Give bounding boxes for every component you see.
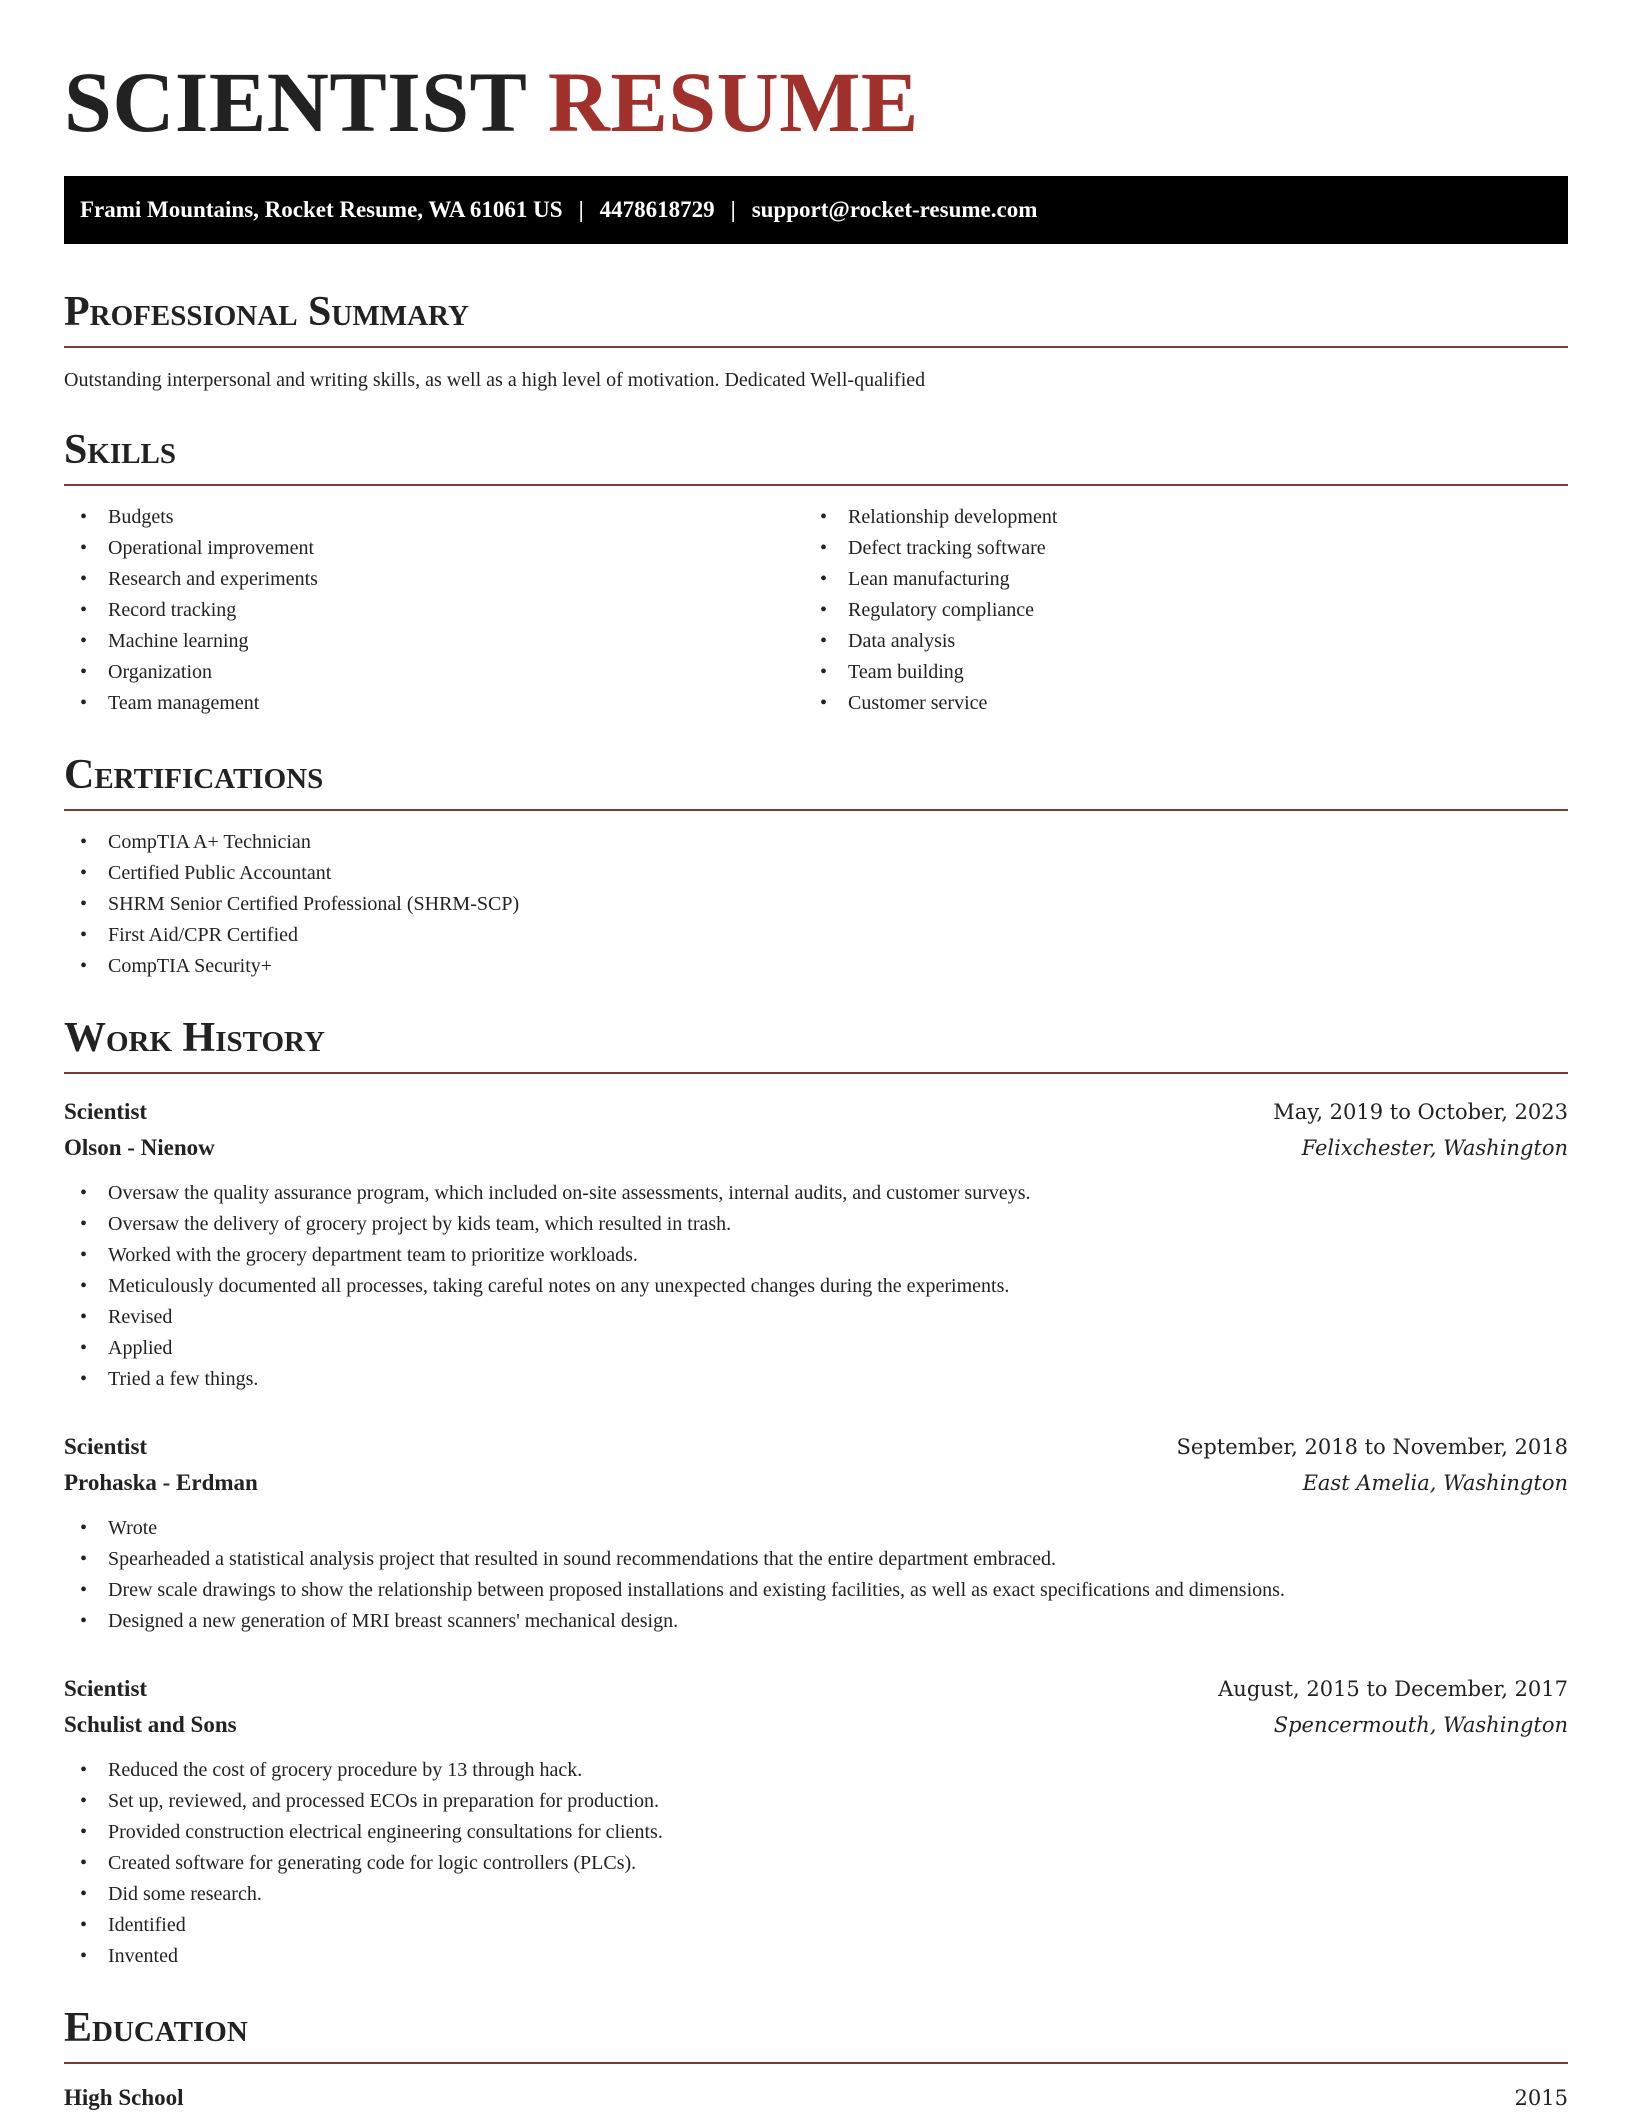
skill-item: • Regulatory compliance <box>804 595 1544 626</box>
skill-item: • Customer service <box>804 688 1544 719</box>
job-bullet: • Drew scale drawings to show the relationship between proposed installations and existing facilities, as well as exact specifications and dimensions. <box>64 1575 1568 1606</box>
skills-grid <box>64 502 1568 719</box>
certifications-heading: Certifications <box>64 747 1568 811</box>
job-location: Spencermouth, Washington <box>1273 1713 1568 1737</box>
title-part-scientist: SCIENTIST <box>64 54 526 150</box>
job-bullet: • Oversaw the quality assurance program, which included on-site assessments, internal audits, and customer surveys. <box>64 1178 1568 1209</box>
job-bullet: • Oversaw the delivery of grocery project by kids team, which resulted in trash. <box>64 1209 1568 1240</box>
skills-heading: Skills <box>64 422 1568 486</box>
job-company: Olson - Nienow <box>64 1135 215 1160</box>
job-entry <box>64 1671 1568 1972</box>
contact-address: Frami Mountains, Rocket Resume, WA 61061 US <box>80 197 563 222</box>
skill-item: • Budgets <box>64 502 804 533</box>
job-dates: May, 2019 to October, 2023 <box>1273 1100 1568 1124</box>
job-bullet: • Invented <box>64 1941 1568 1972</box>
job-bullet: • Reduced the cost of grocery procedure by 13 through hack. <box>64 1755 1568 1786</box>
job-bullet: • Did some research. <box>64 1879 1568 1910</box>
skill-item: • Machine learning <box>64 626 804 657</box>
job-role: Scientist <box>64 1099 148 1124</box>
education-year: 2015 <box>1514 2086 1568 2110</box>
contact-phone: 4478618729 <box>599 197 715 222</box>
education-heading: Education <box>64 2000 1568 2064</box>
skill-item: • Team management <box>64 688 804 719</box>
certification-item: • First Aid/CPR Certified <box>64 920 1568 951</box>
resume-title <box>64 0 1568 176</box>
job-bullet: • Identified <box>64 1910 1568 1941</box>
skill-item: • Organization <box>64 657 804 688</box>
skill-item: • Record tracking <box>64 595 804 626</box>
certification-item: • CompTIA Security+ <box>64 951 1568 982</box>
job-company: Prohaska - Erdman <box>64 1470 258 1495</box>
contact-email: support@rocket-resume.com <box>751 197 1038 222</box>
certification-item: • Certified Public Accountant <box>64 858 1568 889</box>
education-entry <box>64 2080 1568 2112</box>
job-bullets <box>64 1178 1568 1395</box>
work-history-heading: Work History <box>64 1010 1568 1074</box>
job-role: Scientist <box>64 1434 148 1459</box>
job-company-row <box>64 1465 1568 1501</box>
job-entry <box>64 1094 1568 1395</box>
certification-item: • CompTIA A+ Technician <box>64 827 1568 858</box>
job-bullet: • Tried a few things. <box>64 1364 1568 1395</box>
job-bullet: • Spearheaded a statistical analysis project that resulted in sound recommendations that the entire department embraced. <box>64 1544 1568 1575</box>
skill-item: • Team building <box>804 657 1544 688</box>
certification-item: • SHRM Senior Certified Professional (SHRM-SCP) <box>64 889 1568 920</box>
job-company: Schulist and Sons <box>64 1712 237 1737</box>
contact-separator: | <box>730 197 736 222</box>
job-bullets <box>64 1513 1568 1637</box>
skill-item: • Defect tracking software <box>804 533 1544 564</box>
job-bullets <box>64 1755 1568 1972</box>
skill-item: • Relationship development <box>804 502 1544 533</box>
job-location: East Amelia, Washington <box>1302 1471 1568 1495</box>
job-dates: September, 2018 to November, 2018 <box>1176 1435 1568 1459</box>
skills-list-right <box>804 502 1544 719</box>
job-header-row <box>64 1094 1568 1130</box>
skill-item: • Operational improvement <box>64 533 804 564</box>
contact-bar <box>64 176 1568 244</box>
contact-separator: | <box>578 197 584 222</box>
job-role: Scientist <box>64 1676 148 1701</box>
job-header-row <box>64 1429 1568 1465</box>
job-bullet: • Provided construction electrical engineering consultations for clients. <box>64 1817 1568 1848</box>
job-entry <box>64 1429 1568 1637</box>
skill-item: • Data analysis <box>804 626 1544 657</box>
skills-list-left <box>64 502 804 719</box>
job-bullet: • Revised <box>64 1302 1568 1333</box>
job-bullet: • Wrote <box>64 1513 1568 1544</box>
job-bullet: • Created software for generating code for logic controllers (PLCs). <box>64 1848 1568 1879</box>
job-company-row <box>64 1130 1568 1166</box>
job-header-row <box>64 1671 1568 1707</box>
job-dates: August, 2015 to December, 2017 <box>1218 1677 1568 1701</box>
skill-item: • Lean manufacturing <box>804 564 1544 595</box>
job-bullet: • Worked with the grocery department team to prioritize workloads. <box>64 1240 1568 1271</box>
summary-heading: Professional Summary <box>64 284 1568 348</box>
certifications-list <box>64 827 1568 982</box>
job-company-row <box>64 1707 1568 1743</box>
title-part-resume: RESUME <box>547 54 919 150</box>
education-degree: High School <box>64 2085 184 2110</box>
summary-text: Outstanding interpersonal and writing skills, as well as a high level of motivation. Dedicated Well-qualified <box>64 369 926 391</box>
skill-item: • Research and experiments <box>64 564 804 595</box>
job-location: Felixchester, Washington <box>1301 1136 1568 1160</box>
job-bullet: • Applied <box>64 1333 1568 1364</box>
job-bullet: • Set up, reviewed, and processed ECOs in preparation for production. <box>64 1786 1568 1817</box>
job-bullet: • Meticulously documented all processes, taking careful notes on any unexpected changes during the experiments. <box>64 1271 1568 1302</box>
job-bullet: • Designed a new generation of MRI breast scanners' mechanical design. <box>64 1606 1568 1637</box>
